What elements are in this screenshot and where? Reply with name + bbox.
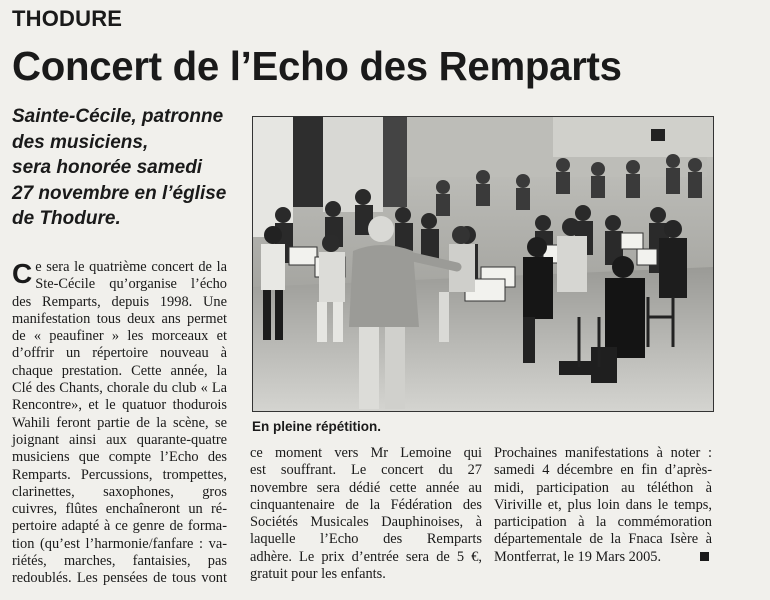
body-line: participation à la commémoration <box>494 514 712 531</box>
section-kicker: THODURE <box>12 6 123 31</box>
subhead-line: des musiciens, <box>12 131 149 153</box>
body-line: cinquantenaire de la Fédération des <box>250 496 482 513</box>
body-line: riétés, marches, fantaisies, pas <box>12 553 227 570</box>
dropcap-letter: C <box>12 258 33 289</box>
rehearsal-photo <box>252 116 714 412</box>
subhead-line: de Thodure. <box>12 208 121 229</box>
body-line: Ste-Cécile qu’organise l’écho <box>35 276 227 293</box>
body-line: départementale de la Fnaca Isère à <box>494 531 712 548</box>
body-line: manifestation tous deux ans permet <box>12 310 227 327</box>
body-line: samedi 4 décembre en fin d’après- <box>494 462 712 479</box>
photo-caption: En pleine répétition. <box>252 419 382 434</box>
rehearsal-photo-image <box>253 117 713 411</box>
body-line: joignant ainsi aux quarante-quatre <box>12 431 227 448</box>
body-line: musiciens que compte l’Echo des <box>12 449 227 466</box>
body-line: redoublés. Les pensées de tous vont <box>12 570 227 587</box>
body-line: ce moment vers Mr Lemoine qui <box>250 445 482 461</box>
body-line: gratuit pour les enfants. <box>250 566 386 583</box>
body-line: pertoire adapté à ce genre de forma- <box>12 518 227 535</box>
subhead-line: sera honorée samedi <box>12 157 203 178</box>
article-column-1 <box>12 259 227 588</box>
body-line: Prochaines manifestations à noter : <box>494 445 712 461</box>
body-line: cuivres, flûtes enchaîneront un ré- <box>12 501 227 518</box>
article-column-2 <box>250 445 482 583</box>
body-line: adhère. Le prix d’entrée sera de 5 €, <box>250 548 482 565</box>
body-line: de « peaufiner » les morceaux et <box>12 328 227 345</box>
article-subhead <box>12 104 237 232</box>
body-line: Clé des Chants, chorale du club « La <box>12 380 227 397</box>
body-line: e sera le quatrième concert de la <box>35 259 227 275</box>
body-line: Remparts. Percussions, trompettes, <box>12 466 227 483</box>
body-line: chaque prestation. Cette année, la <box>12 362 227 379</box>
end-of-article-mark <box>700 552 709 561</box>
body-line: Viriville et, plus loin dans le temps, <box>494 496 712 513</box>
subhead-line: Sainte-Cécile, patronne <box>12 106 224 127</box>
body-line: Sociétés Musicales Dauphinoises, à <box>250 514 482 531</box>
subhead-line: 27 novembre en l’église <box>12 182 227 204</box>
body-line: clarinettes, saxophones, gros <box>12 483 227 500</box>
body-line: des Remparts, depuis 1998. Une <box>12 293 227 310</box>
article-column-3 <box>494 445 712 566</box>
body-line: d’offrir un répertoire nouveau à <box>12 345 227 362</box>
body-line: Montferrat, le 19 Mars 2005. <box>494 548 662 565</box>
body-line: Wahili feront partie de la scène, se <box>12 414 227 431</box>
body-line: est souffrant. Le concert du 27 <box>250 462 482 479</box>
body-line: Rencontre», et le quatuor thodurois <box>12 397 227 414</box>
body-line: tion (qu’est l’harmonie/fanfare : va- <box>12 535 227 552</box>
body-line: novembre sera dédié cette année au <box>250 479 482 496</box>
body-line: midi, participation au téléthon à <box>494 479 712 496</box>
body-line: laquelle l’Echo des Remparts <box>250 531 482 548</box>
article-headline: Concert de l’Echo des Remparts <box>12 43 622 89</box>
